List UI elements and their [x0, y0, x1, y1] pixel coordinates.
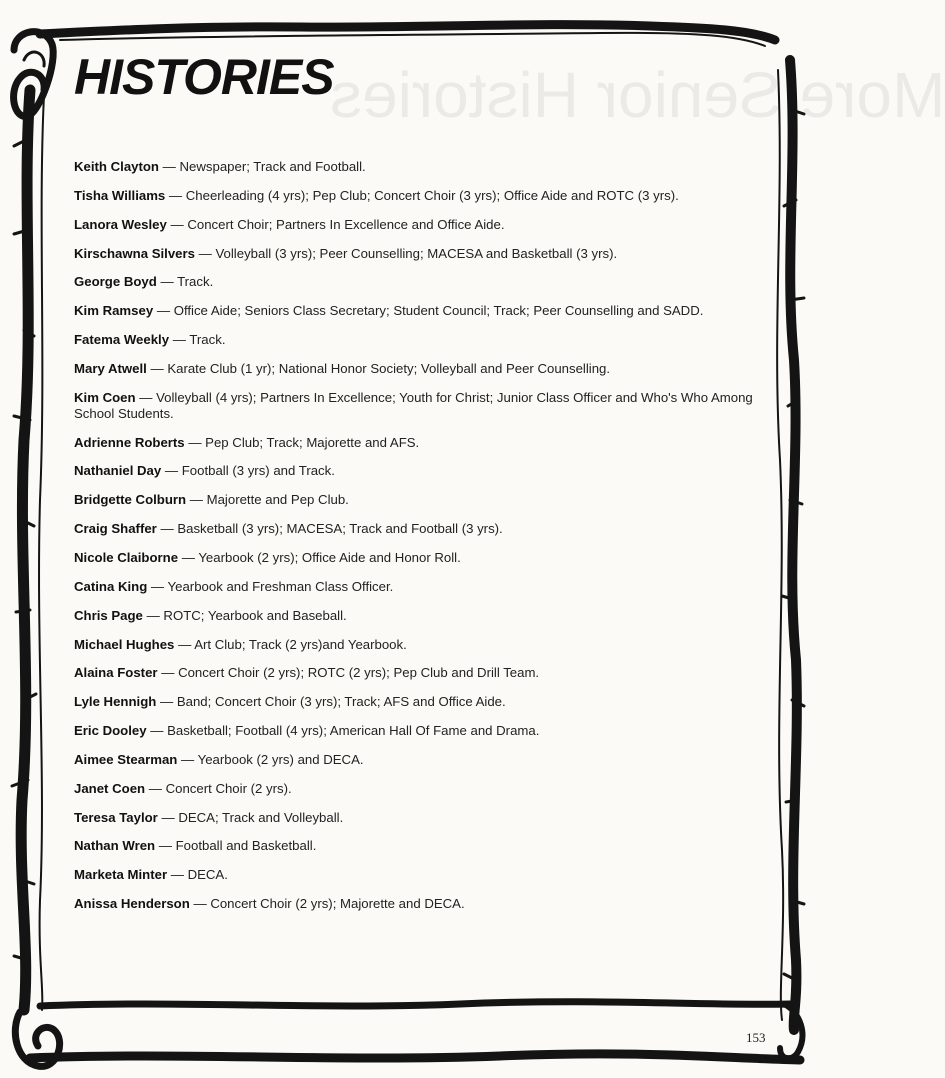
student-name: Nathaniel Day [74, 463, 162, 479]
student-name: Chris Page [74, 607, 143, 623]
em-dash-separator: — [135, 389, 157, 405]
activities-text: DECA; Track and Volleyball. [178, 809, 344, 825]
activities-text: Football (3 yrs) and Track. [181, 463, 335, 479]
student-name: Marketa Minter [74, 867, 168, 883]
em-dash-separator: — [169, 332, 190, 348]
em-dash-separator: — [157, 809, 179, 825]
student-name: Teresa Taylor [74, 809, 158, 825]
activities-text: Majorette and Pep Club. [206, 492, 349, 508]
activities-text: Track. [177, 274, 214, 290]
em-dash-separator: — [178, 549, 199, 565]
bleed-through-text: More Senior Histories [330, 59, 945, 131]
student-name: Aimee Stearman [74, 751, 178, 767]
student-name: Nathan Wren [74, 838, 156, 854]
history-entry [74, 665, 774, 694]
student-name: Lanora Wesley [74, 216, 167, 232]
activities-text: Karate Club (1 yr); National Honor Society; Volleyball and Peer Counselling. [167, 360, 611, 376]
em-dash-separator: — [174, 636, 195, 652]
page-title: HISTORIES [74, 49, 334, 105]
activities-text: Basketball (3 yrs); MACESA; Track and Football (3 yrs). [177, 521, 503, 537]
em-dash-separator: — [145, 780, 166, 796]
activities-text: Yearbook and Freshman Class Officer. [167, 578, 394, 594]
student-name: Kim Coen [74, 389, 136, 405]
activities-text: Art Club; Track (2 yrs)and Yearbook. [194, 636, 407, 652]
activities-text: Concert Choir (2 yrs); ROTC (2 yrs); Pep Club and Drill Team. [178, 665, 540, 681]
em-dash-separator: — [156, 521, 178, 537]
em-dash-separator: — [167, 867, 188, 883]
history-entry [74, 896, 774, 925]
em-dash-separator: — [161, 463, 182, 479]
activities-text: Cheerleading (4 yrs); Pep Club; Concert Choir (3 yrs); Office Aide and ROTC (3 yrs). [185, 187, 679, 203]
activities-text: Office Aide; Seniors Class Secretary; Student Council; Track; Peer Counselling and SADD. [173, 303, 704, 319]
em-dash-separator: — [155, 838, 176, 854]
history-entry [74, 752, 774, 781]
activities-text: Football and Basketball. [175, 838, 317, 854]
history-entry [74, 521, 774, 550]
history-entry [74, 781, 774, 810]
student-name: Kirschawna Silvers [74, 245, 195, 261]
activities-text: Concert Choir (2 yrs). [165, 780, 292, 796]
activities-text: Concert Choir; Partners In Excellence and Office Aide. [187, 216, 505, 232]
scroll-top-edge [40, 25, 775, 40]
student-name: Tisha Williams [74, 187, 166, 203]
history-entry [74, 723, 774, 752]
activities-text: Volleyball (4 yrs); Partners In Excellence; Youth for Christ; Junior Class Officer and Who's Who Among School Students. [74, 389, 753, 421]
history-entry [74, 188, 774, 217]
em-dash-separator: — [157, 665, 179, 681]
scroll-right-edge [790, 60, 797, 1030]
history-entry [74, 274, 774, 303]
histories-list [74, 159, 774, 925]
history-entry [74, 492, 774, 521]
em-dash-separator: — [146, 360, 168, 376]
student-name: Lyle Hennigh [74, 694, 157, 710]
em-dash-separator: — [186, 492, 207, 508]
student-name: Mary Atwell [74, 360, 147, 376]
student-name: Craig Shaffer [74, 521, 157, 537]
em-dash-separator: — [165, 187, 186, 203]
history-entry [74, 361, 774, 390]
em-dash-separator: — [147, 578, 168, 594]
history-entry [74, 608, 774, 637]
history-entry [74, 159, 774, 188]
activities-text: ROTC; Yearbook and Baseball. [163, 607, 347, 623]
activities-text: Basketball; Football (4 yrs); American Hall Of Fame and Drama. [167, 723, 540, 739]
history-entry [74, 303, 774, 332]
activities-text: Yearbook (2 yrs) and DECA. [197, 751, 364, 767]
activities-text: Concert Choir (2 yrs); Majorette and DECA. [210, 896, 465, 912]
history-entry [74, 867, 774, 896]
history-entry [74, 435, 774, 464]
em-dash-separator: — [146, 723, 168, 739]
student-name: Keith Clayton [74, 159, 159, 174]
activities-text: Band; Concert Choir (3 yrs); Track; AFS and Office Aide. [176, 694, 506, 710]
history-entry [74, 550, 774, 579]
student-name: Michael Hughes [74, 636, 175, 652]
history-entry [74, 246, 774, 275]
em-dash-separator: — [189, 896, 211, 912]
activities-text: Pep Club; Track; Majorette and AFS. [205, 434, 420, 450]
history-entry [74, 463, 774, 492]
em-dash-separator: — [194, 245, 216, 261]
em-dash-separator: — [142, 607, 164, 623]
history-entry [74, 694, 774, 723]
history-entry [74, 838, 774, 867]
activities-text: Volleyball (3 yrs); Peer Counselling; MACESA and Basketball (3 yrs). [215, 245, 618, 261]
student-name: Fatema Weekly [74, 332, 170, 348]
student-name: Kim Ramsey [74, 303, 154, 319]
student-name: Anissa Henderson [74, 896, 190, 912]
student-name: Bridgette Colburn [74, 492, 187, 508]
history-entry [74, 332, 774, 361]
em-dash-separator: — [166, 216, 188, 232]
activities-text: Track. [189, 332, 226, 348]
activities-text: Newspaper; Track and Football. [179, 159, 366, 174]
history-entry [74, 217, 774, 246]
page-number: 153 [746, 1030, 766, 1045]
scroll-bottom-curl [15, 1012, 59, 1066]
student-name: Janet Coen [74, 780, 146, 796]
em-dash-separator: — [156, 274, 178, 290]
history-entry [74, 390, 774, 435]
student-name: Adrienne Roberts [74, 434, 185, 450]
scroll-left-edge [21, 90, 30, 1010]
student-name: Nicole Claiborne [74, 549, 179, 565]
student-name: Catina King [74, 578, 148, 594]
history-entry [74, 637, 774, 666]
em-dash-separator: — [156, 694, 177, 710]
activities-text: DECA. [187, 867, 228, 883]
scroll-top-curl [14, 32, 54, 117]
student-name: Eric Dooley [74, 723, 147, 739]
em-dash-separator: — [184, 434, 206, 450]
em-dash-separator: — [177, 751, 198, 767]
em-dash-separator: — [159, 159, 180, 174]
history-entry [74, 810, 774, 839]
student-name: George Boyd [74, 274, 157, 290]
student-name: Alaina Foster [74, 665, 158, 681]
em-dash-separator: — [153, 303, 174, 319]
activities-text: Yearbook (2 yrs); Office Aide and Honor Roll. [198, 549, 461, 565]
scroll-bottom-edge [40, 1002, 790, 1006]
history-entry [74, 579, 774, 608]
